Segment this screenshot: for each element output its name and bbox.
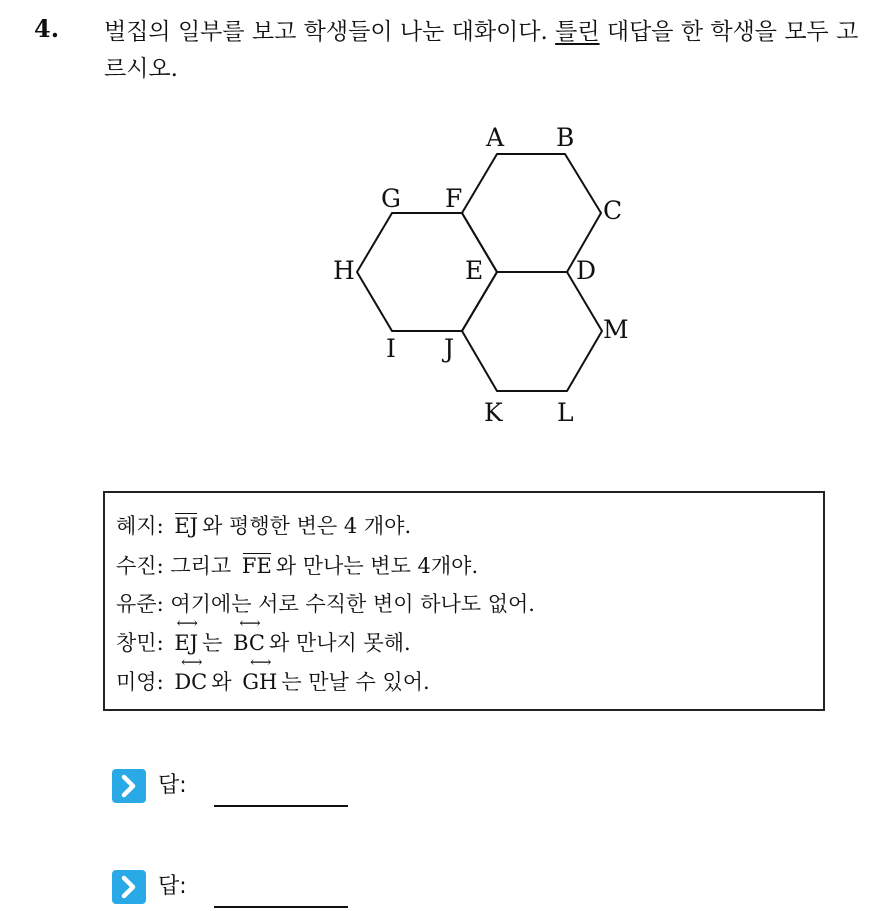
question-number: 4. — [34, 14, 60, 43]
dialogue-text: 와 평행한 변은 4 개야. — [202, 514, 412, 538]
label-M: M — [603, 315, 629, 344]
question-text-before: 벌집의 일부를 보고 학생들이 나눈 대화이다. — [104, 19, 556, 45]
question-underlined-word: 틀린 — [555, 19, 600, 45]
dialogue-text: 와 — [211, 670, 239, 694]
answer-blank[interactable] — [214, 805, 348, 807]
label-L: L — [557, 398, 574, 427]
speaker-separator: : — [156, 514, 171, 538]
line-letters: DC — [174, 670, 208, 694]
speaker-name: 혜지 — [116, 514, 157, 538]
dialogue-text: 와 만나지 못해. — [268, 631, 411, 655]
speaker-separator: : — [156, 554, 171, 578]
speaker-separator: : — [156, 670, 171, 694]
double-arrow-icon: ⟷ — [181, 653, 201, 671]
speaker-name: 미영 — [116, 670, 157, 694]
question-text-after: 대답을 한 학생을 모두 고르시오. — [104, 19, 859, 82]
answer-label: 답: — [158, 773, 187, 798]
hexagon-bottom — [462, 272, 602, 391]
dialogue-text: 그리고 — [170, 554, 238, 578]
speaker-name: 수진 — [116, 554, 157, 578]
label-E: E — [465, 256, 484, 285]
label-D: D — [576, 256, 597, 285]
dialogue-text: 와 만나는 변도 4개야. — [275, 554, 479, 578]
label-H: H — [333, 256, 355, 285]
chevron-right-icon — [112, 769, 146, 803]
segment-overline: FE — [242, 547, 272, 585]
double-arrow-icon: ⟷ — [239, 614, 259, 632]
label-J: J — [444, 334, 455, 363]
double-arrow-icon: ⟷ — [176, 614, 196, 632]
label-I: I — [386, 334, 396, 363]
line-arrow-symbol — [242, 653, 278, 701]
line-arrow-symbol — [174, 653, 208, 701]
dialogue-text: 여기에는 서로 수직한 변이 하나도 없어. — [170, 592, 535, 616]
segment-overline: EJ — [174, 507, 198, 545]
line-letters: GH — [242, 670, 278, 694]
speaker-separator: : — [156, 592, 171, 616]
chevron-right-icon — [112, 870, 146, 904]
answer-blank[interactable] — [214, 906, 348, 908]
label-B: B — [556, 123, 575, 152]
label-F: F — [445, 184, 463, 213]
speaker-name: 유준 — [116, 592, 157, 616]
label-C: C — [603, 196, 623, 225]
dialogue-text: 는 만날 수 있어. — [281, 670, 430, 694]
label-A: A — [486, 123, 505, 152]
hexagon-top — [462, 154, 601, 272]
speaker-separator: : — [156, 631, 171, 655]
speaker-name: 창민 — [116, 631, 157, 655]
answer-label: 답: — [158, 874, 187, 899]
label-G: G — [381, 184, 401, 213]
double-arrow-icon: ⟷ — [250, 653, 270, 671]
dialogue-line — [116, 653, 430, 701]
dialogue-line — [116, 547, 478, 585]
dialogue-line — [116, 507, 411, 545]
label-K: K — [484, 398, 503, 427]
dialogue-text: 는 — [202, 631, 230, 655]
line-letters: BC — [233, 631, 265, 655]
line-letters: EJ — [174, 631, 199, 655]
